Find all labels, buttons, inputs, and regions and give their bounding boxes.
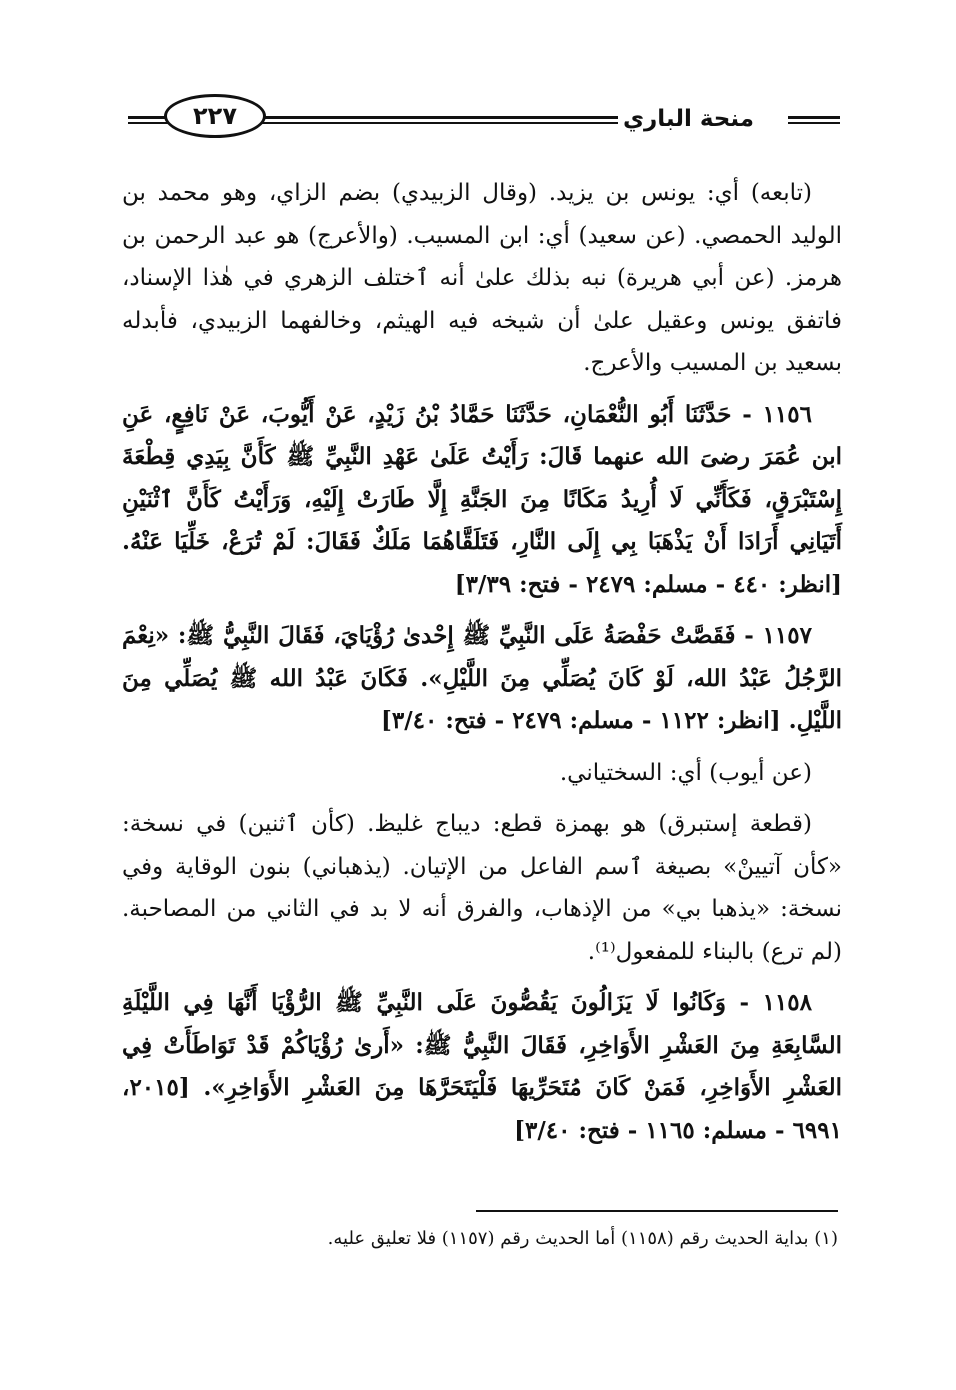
commentary-paragraph-3: (قطعة إستبرق) هو بهمزة قطع: ديباج غليظ. (كأن ٱثنين) في نسخة: «كأن آتيينْ» بصيغة ٱسم الفاعل من الإتيان. (يذهباني) بنون الوقاية وفي نسخة: «يذهبا بي» من الإذهاب، والفرق أنه لا بد في الثاني من المصاحبة. (لم ترع) بالبناء للمفعول⁽¹⁾.: [122, 811, 842, 965]
footnote-divider: [476, 1210, 838, 1212]
hadith-1157: ١١٥٧ - فَقَصَّتْ حَفْصَةُ عَلَى النَّبِيِّ ﷺ إِحْدىٰ رُؤْيَايَ، فَقَالَ النَّبِيُّ ﷺ: «نِعْمَ الرَّجُلُ عَبْدُ الله، لَوْ كَانَ يُصَلِّي مِنَ اللَّيْلِ». فَكَانَ عَبْدُ الله ﷺ يُصَلِّي مِنَ اللَّيْلِ. [انظر: ١١٢٢ - مسلم: ٢٤٧٩ - فتح: ٣/٤٠]: [122, 622, 842, 734]
page-header: [128, 92, 840, 150]
header-rule-right: [788, 116, 840, 124]
footnote: (١) بداية الحديث رقم (١١٥٨) أما الحديث رقم (١١٥٧) فلا تعليق عليه.: [327, 1228, 838, 1249]
hadith-1158: ١١٥٨ - وَكَانُوا لَا يَزَالُونَ يَقُصُّونَ عَلَى النَّبِيِّ ﷺ الرُّؤْيَا أَنَّهَا فِي اللَّيْلَةِ السَّابِعَةِ مِنَ العَشْرِ الأَوَاخِرِ، فَقَالَ النَّبِيُّ ﷺ: «أَرىٰ رُؤْيَاكُمْ قَدْ تَوَاطَأَتْ فِي العَشْرِ الأَوَاخِرِ، فَمَنْ كَانَ مُتَحَرِّيهَا فَلْيَتَحَرَّهَا مِنَ العَشْرِ الأَوَاخِرِ». [٢٠١٥، ٦٩٩١ - مسلم: ١١٦٥ - فتح: ٣/٤٠]: [122, 989, 842, 1144]
commentary-paragraph-1: (تابعه) أي: يونس بن يزيد. (وقال الزبيدي) بضم الزاي، وهو محمد بن الوليد الحمصي. (عن سعيد) أي: ابن المسيب. (والأعرج) هو عبد الرحمن بن هرمز. (عن أبي هريرة) نبه بذلك علىٰ أنه ٱختلف الزهري في هٰذا الإسناد، فاتفق يونس وعقيل علىٰ أن شيخه فيه الهيثم، وخالفهما الزبيدي، فأبدله بسعيد بن المسيب والأعرج.: [122, 180, 842, 376]
hadith-1156: ١١٥٦ - حَدَّثَنَا أَبُو النُّعْمَانِ، حَدَّثَنَا حَمَّادُ بْنُ زَيْدٍ، عَنْ أَيُّوبَ، عَنْ نَافِعٍ، عَنِ ابن عُمَرَ رضىَ الله عنهما قَالَ: رَأَيْتُ عَلَىٰ عَهْدِ النَّبِيِّ ﷺ كَأَنَّ بِيَدِي قِطْعَةَ إِسْتَبْرَقٍ، فَكَأَنِّي لَا أُرِيدُ مَكَانًا مِنَ الجَنَّةِ إِلَّا طَارَتْ إِلَيْهِ، وَرَأَيْتُ كَأَنَّ ٱثْنَيْنِ أَتَيَانِي أَرَادَا أَنْ يَذْهَبَا بِي إِلَى النَّارِ، فَتَلَقَّاهُمَا مَلَكٌ فَقَالَ: لَمْ تُرَعْ، خَلِّيَا عَنْهُ. [انظر: ٤٤٠ - مسلم: ٢٤٧٩ - فتح: ٣/٣٩]: [122, 400, 842, 598]
page-number: ٢٢٧: [164, 94, 266, 138]
page-body: [122, 172, 842, 1161]
book-title: منحة الباري: [622, 106, 754, 132]
commentary-paragraph-2: (عن أيوب) أي: السختياني.: [559, 759, 812, 786]
